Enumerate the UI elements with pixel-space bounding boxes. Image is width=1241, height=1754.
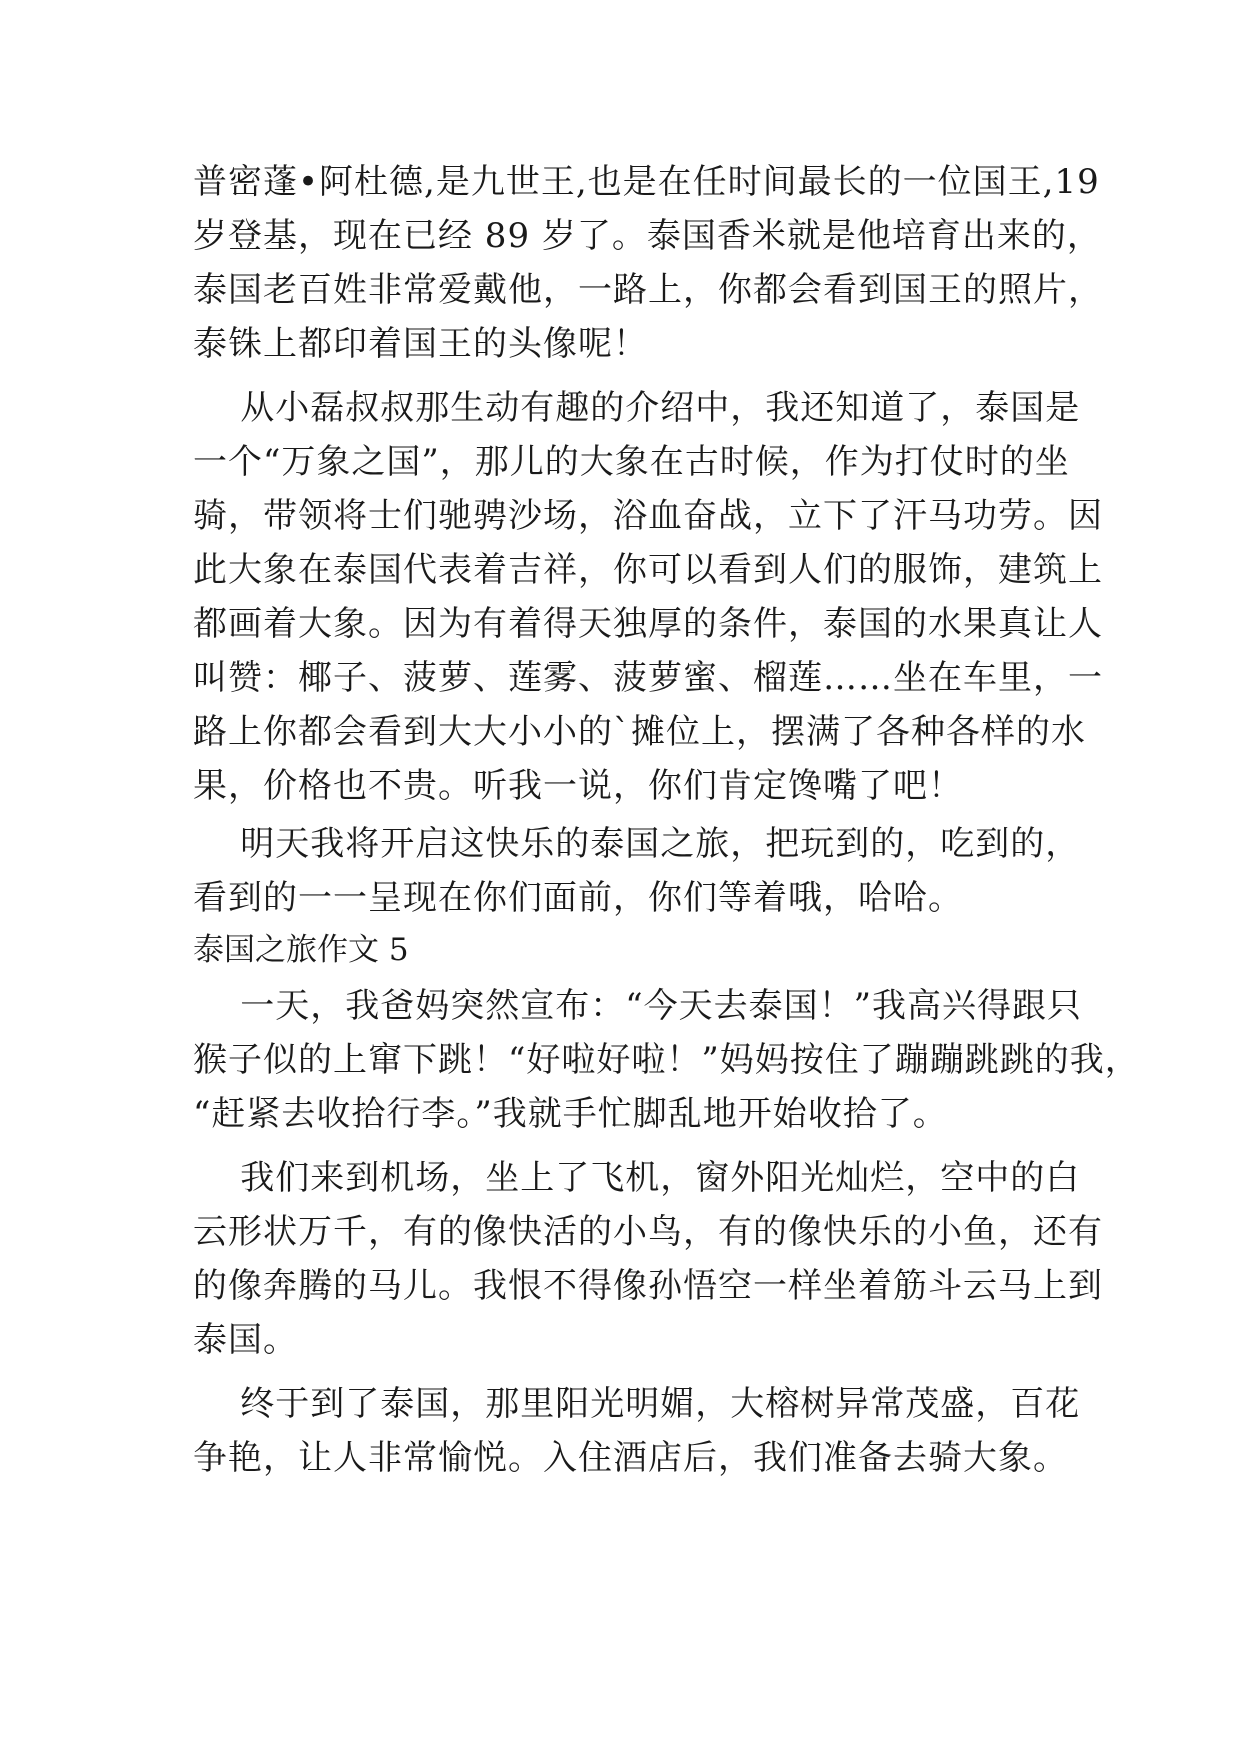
text-line: 的像奔腾的马儿。我恨不得像孙悟空一样坐着筋斗云马上到 (193, 1266, 1103, 1306)
paragraph-announcement (193, 979, 1140, 1141)
text-line: 叫赞：椰子、菠萝、莲雾、菠萝蜜、榴莲……坐在车里，一 (193, 658, 1103, 698)
paragraph-elephants (193, 381, 1103, 813)
text-line: 泰国。 (193, 1320, 298, 1360)
text-line: 此大象在泰国代表着吉祥，你可以看到人们的服饰，建筑上 (193, 550, 1103, 590)
paragraph-king (193, 155, 1103, 371)
text-line: 争艳，让人非常愉悦。入住酒店后，我们准备去骑大象。 (193, 1438, 1068, 1478)
paragraph-airport (193, 1151, 1103, 1367)
paragraph-spacer (193, 1141, 1073, 1151)
paragraph-arrival (193, 1377, 1081, 1485)
essay-heading: 泰国之旅作文 5 (193, 932, 409, 968)
text-line: “赶紧去收拾行李。”我就手忙脚乱地开始收拾了。 (193, 1094, 948, 1134)
text-line: 一天，我爸妈突然宣布：“今天去泰国！”我高兴得跟只 (193, 986, 1082, 1026)
text-line: 明天我将开启这快乐的泰国之旅，把玩到的，吃到的， (193, 824, 1081, 864)
text-line: 普密蓬•阿杜德,是九世王,也是在任时间最长的一位国王,19 (193, 162, 1100, 202)
text-line: 看到的一一呈现在你们面前，你们等着哦，哈哈。 (193, 878, 963, 918)
text-line: 从小磊叔叔那生动有趣的介绍中，我还知道了，泰国是 (193, 388, 1081, 428)
text-line: 路上你都会看到大大小小的`摊位上，摆满了各种各样的水 (193, 712, 1086, 752)
paragraph-spacer (193, 371, 1073, 381)
text-line: 都画着大象。因为有着得天独厚的条件，泰国的水果真让人 (193, 604, 1103, 644)
text-line: 我们来到机场，坐上了飞机，窗外阳光灿烂，空中的白 (193, 1158, 1081, 1198)
text-line: 泰铢上都印着国王的头像呢！ (193, 324, 648, 364)
document-body (193, 155, 1140, 1485)
paragraph-tomorrow (193, 817, 1081, 925)
text-line: 终于到了泰国，那里阳光明媚，大榕树异常茂盛，百花 (193, 1384, 1081, 1424)
text-line: 一个“万象之国”，那儿的大象在古时候，作为打仗时的坐 (193, 442, 1070, 482)
text-line: 果，价格也不贵。听我一说，你们肯定馋嘴了吧！ (193, 766, 963, 806)
paragraph-spacer (193, 1367, 1073, 1377)
text-line: 骑，带领将士们驰骋沙场，浴血奋战，立下了汗马功劳。因 (193, 496, 1103, 536)
text-line: 泰国老百姓非常爱戴他，一路上，你都会看到国王的照片， (193, 270, 1103, 310)
text-line: 岁登基，现在已经 89 岁了。泰国香米就是他培育出来的， (193, 216, 1102, 256)
text-line: 猴子似的上窜下跳！“好啦好啦！”妈妈按住了蹦蹦跳跳的我， (193, 1040, 1140, 1080)
text-line: 云形状万千，有的像快活的小鸟，有的像快乐的小鱼，还有 (193, 1212, 1103, 1252)
